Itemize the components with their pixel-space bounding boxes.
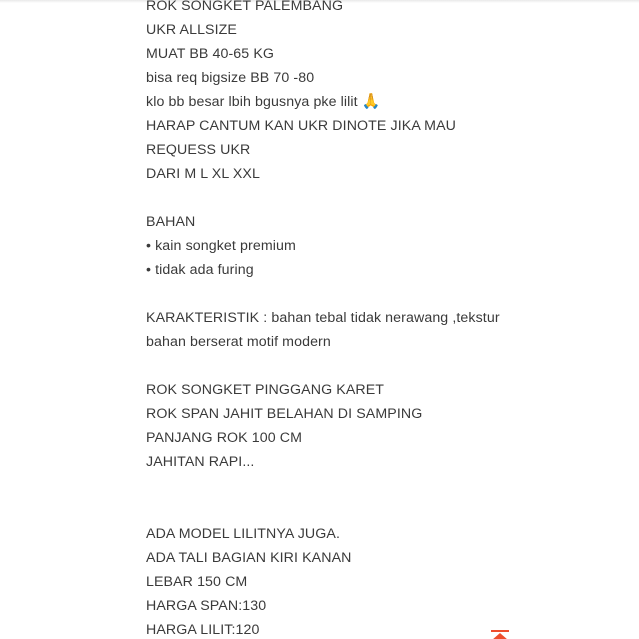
desc-line-characteristics: KARAKTERISTIK : bahan tebal tidak nerawang ,tekstur (146, 310, 500, 326)
desc-line-lilit-model: ADA MODEL LILITNYA JUGA. (146, 526, 340, 542)
desc-line-lilit-text: klo bb besar lbih bgusnya pke lilit (146, 94, 358, 110)
scroll-to-top-glyph (488, 628, 512, 639)
desc-line-weight: MUAT BB 40-65 KG (146, 46, 275, 62)
scroll-to-top-icon[interactable] (488, 627, 512, 639)
desc-line-stitching: JAHITAN RAPI... (146, 454, 255, 470)
desc-line-size-range: DARI M L XL XXL (146, 166, 260, 182)
desc-material-item: • tidak ada furing (146, 262, 254, 278)
desc-line-waist: ROK SONGKET PINGGANG KARET (146, 382, 385, 398)
desc-line-title: ROK SONGKET PALEMBANG (146, 0, 344, 14)
desc-line-price-span: HARGA SPAN:130 (146, 598, 267, 614)
desc-line-size: UKR ALLSIZE (146, 22, 237, 38)
desc-line-length: PANJANG ROK 100 CM (146, 430, 303, 446)
desc-material-item: • kain songket premium (146, 238, 296, 254)
desc-line-straps: ADA TALI BAGIAN KIRI KANAN (146, 550, 352, 566)
desc-line-bigsize: bisa req bigsize BB 70 -80 (146, 70, 315, 86)
desc-line-lilit-note (146, 93, 381, 111)
folded-hands-icon: 🙏 (361, 93, 381, 110)
desc-line-characteristics-cont: bahan berserat motif modern (146, 334, 331, 350)
desc-line-slit: ROK SPAN JAHIT BELAHAN DI SAMPING (146, 406, 423, 422)
desc-heading-material: BAHAN (146, 214, 196, 230)
desc-line-note-request: HARAP CANTUM KAN UKR DINOTE JIKA MAU (146, 118, 456, 134)
desc-line-request-size: REQUESS UKR (146, 142, 251, 158)
desc-line-price-lilit: HARGA LILIT:120 (146, 622, 260, 638)
desc-line-width: LEBAR 150 CM (146, 574, 248, 590)
